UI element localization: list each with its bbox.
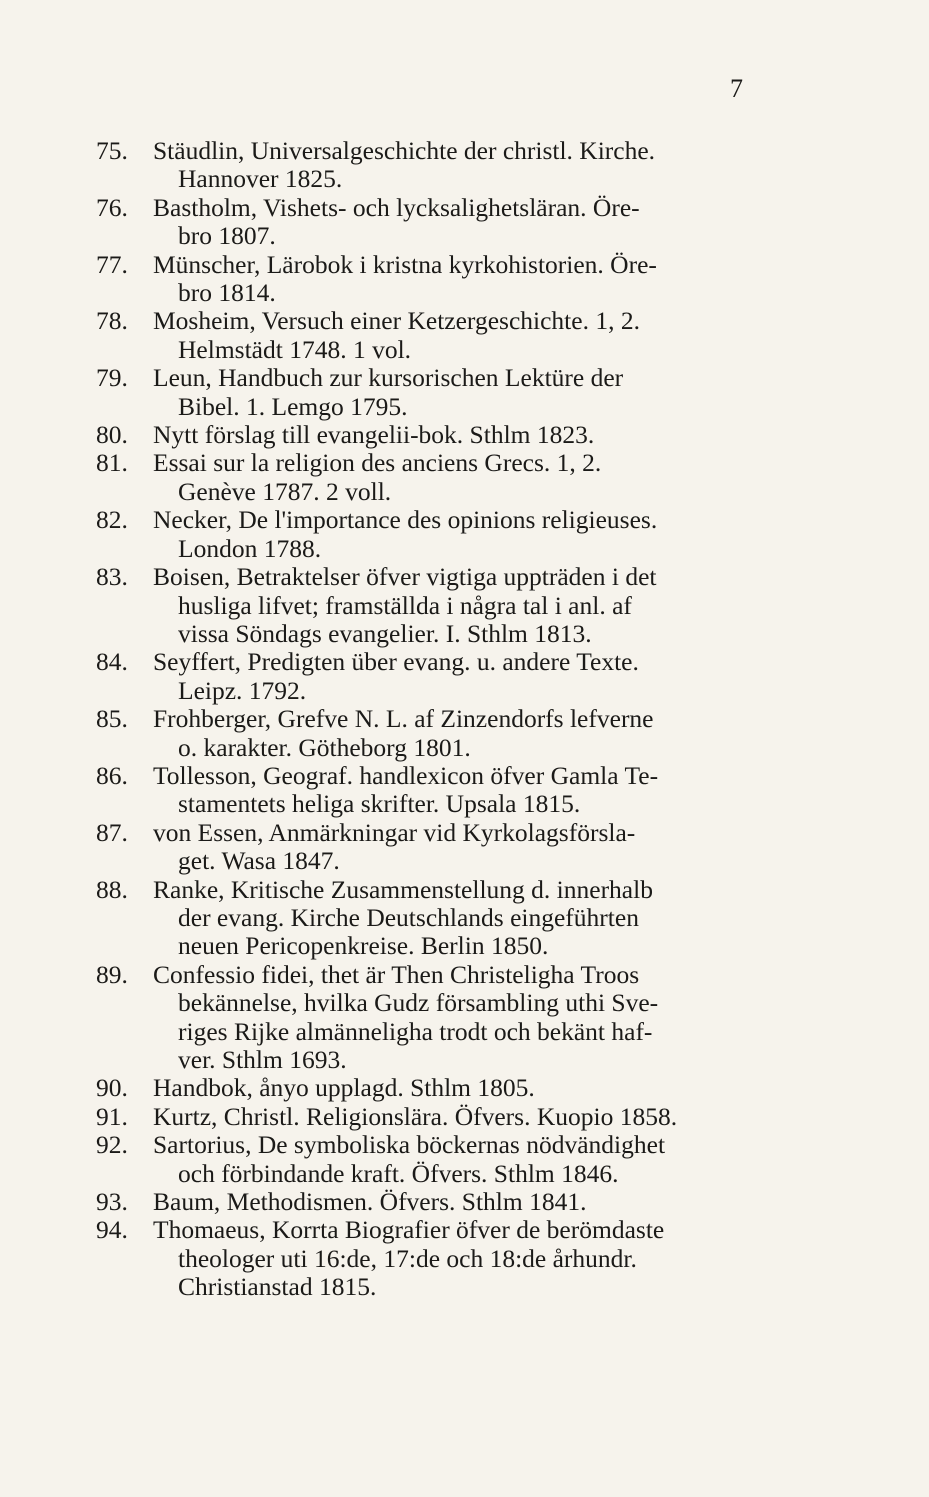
bibliography-entry [96,563,796,648]
entry-number: 89. [96,959,128,989]
entry-text: Thomaeus, Korrta Biografier öfver de berömdaste [153,1215,665,1245]
bibliography-entry [96,137,796,194]
entry-number: 90. [96,1073,128,1103]
entry-number: 82. [96,505,128,535]
bibliography-entry [96,876,796,961]
bibliography-entry [96,364,796,421]
entry-text: Seyffert, Predigten über evang. u. andere Texte. [153,647,639,677]
bibliography-entry [96,705,796,762]
entry-number: 75. [96,136,128,165]
entry-number: 79. [96,363,128,393]
bibliography-entry [96,1074,796,1102]
entry-number: 94. [96,1215,128,1245]
entry-number: 83. [96,562,128,592]
entry-continuation-text: och förbindande kraft. Öfvers. Sthlm 1846. [178,1158,619,1188]
entry-number: 76. [96,192,128,222]
entry-text: Münscher, Lärobok i kristna kyrkohistorien. Öre- [153,249,657,279]
bibliography-entry [96,819,796,876]
entry-continuation-text: neuen Pericopenkreise. Berlin 1850. [178,931,549,961]
entry-text: Stäudlin, Universalgeschichte der christl. Kirche. [153,136,656,165]
entry-continuation-text: stamentets heliga skrifter. Upsala 1815. [178,789,581,819]
entry-continuation-text: husliga lifvet; framställda i några tal i anl. af [178,590,632,620]
entry-text: Bastholm, Vishets- och lycksalighetsläran. Öre- [153,192,640,222]
entry-text: Baum, Methodismen. Öfvers. Sthlm 1841. [153,1187,587,1217]
entry-text: Boisen, Betraktelser öfver vigtiga uppträden i det [153,562,657,592]
entry-text: Nytt förslag till evangelii-bok. Sthlm 1823. [153,420,595,450]
entry-continuation-text: get. Wasa 1847. [178,846,340,876]
bibliography-entry [96,648,796,705]
bibliography-entry [96,251,796,308]
bibliography-entry [96,506,796,563]
entry-text: Leun, Handbuch zur kursorischen Lektüre der [153,363,624,393]
entry-continuation-text: Hannover 1825. [178,164,343,194]
entry-continuation-text: bro 1807. [178,221,276,251]
bibliography-entry [96,194,796,251]
entry-number: 80. [96,420,128,450]
entry-continuation-text: Helmstädt 1748. 1 vol. [178,334,412,364]
entry-text: Sartorius, De symboliska böckernas nödvändighet [153,1130,666,1160]
entry-continuation-text: der evang. Kirche Deutschlands eingeführten [178,902,639,932]
entry-number: 91. [96,1101,128,1131]
entry-number: 85. [96,704,128,734]
entry-continuation-text: theologer uti 16:de, 17:de och 18:de århundr. [178,1243,637,1273]
bibliography-entry [96,762,796,819]
bibliography-entry [96,1188,796,1216]
entry-text: Confessio fidei, thet är Then Christeligha Troos [153,959,640,989]
entry-number: 92. [96,1130,128,1160]
bibliography-entry [96,307,796,364]
entry-continuation-text: bro 1814. [178,278,276,308]
entry-number: 77. [96,249,128,279]
entry-continuation-text: Leipz. 1792. [178,675,307,705]
entry-text: Mosheim, Versuch einer Ketzergeschichte. 1, 2. [153,306,640,336]
bibliography-entry [96,1131,796,1188]
entry-text: Ranke, Kritische Zusammenstellung d. innerhalb [153,874,653,904]
entry-text: Essai sur la religion des anciens Grecs. 1, 2. [153,448,602,478]
entry-continuation-text: vissa Söndags evangelier. I. Sthlm 1813. [178,618,592,648]
entry-continuation-text: Bibel. 1. Lemgo 1795. [178,391,408,421]
entry-continuation-text: Christianstad 1815. [178,1272,377,1302]
entry-number: 88. [96,874,128,904]
entry-number: 86. [96,760,128,790]
entry-number: 93. [96,1187,128,1217]
entry-text: Frohberger, Grefve N. L. af Zinzendorfs lefverne [153,704,654,734]
page-number: 7 [730,74,743,103]
entry-text: Necker, De l'importance des opinions religieuses. [153,505,658,535]
entry-text: Tollesson, Geograf. handlexicon öfver Gamla Te- [153,760,659,790]
bibliography-entry [96,1103,796,1131]
entry-continuation-text: o. karakter. Götheborg 1801. [178,732,471,762]
entry-continuation-text: Genève 1787. 2 voll. [178,476,392,506]
bibliography-entry [96,449,796,506]
entry-continuation-text: ver. Sthlm 1693. [178,1045,347,1074]
bibliography-list [96,137,796,1302]
entry-number: 84. [96,647,128,677]
entry-number: 87. [96,817,128,847]
entry-text: von Essen, Anmärkningar vid Kyrkolagsförsla- [153,817,636,847]
entry-continuation-text: London 1788. [178,533,322,563]
entry-continuation-text: riges Rijke almänneligha trodt och bekänt haf- [178,1016,653,1046]
entry-text: Handbok, ånyo upplagd. Sthlm 1805. [153,1073,535,1103]
entry-number: 78. [96,306,128,336]
bibliography-entry [96,1216,796,1301]
entry-text: Kurtz, Christl. Religionslära. Öfvers. Kuopio 1858. [153,1101,678,1131]
bibliography-entry [96,961,796,1075]
entry-number: 81. [96,448,128,478]
entry-continuation-text: bekännelse, hvilka Gudz försambling uthi Sve- [178,988,659,1018]
bibliography-entry [96,421,796,449]
